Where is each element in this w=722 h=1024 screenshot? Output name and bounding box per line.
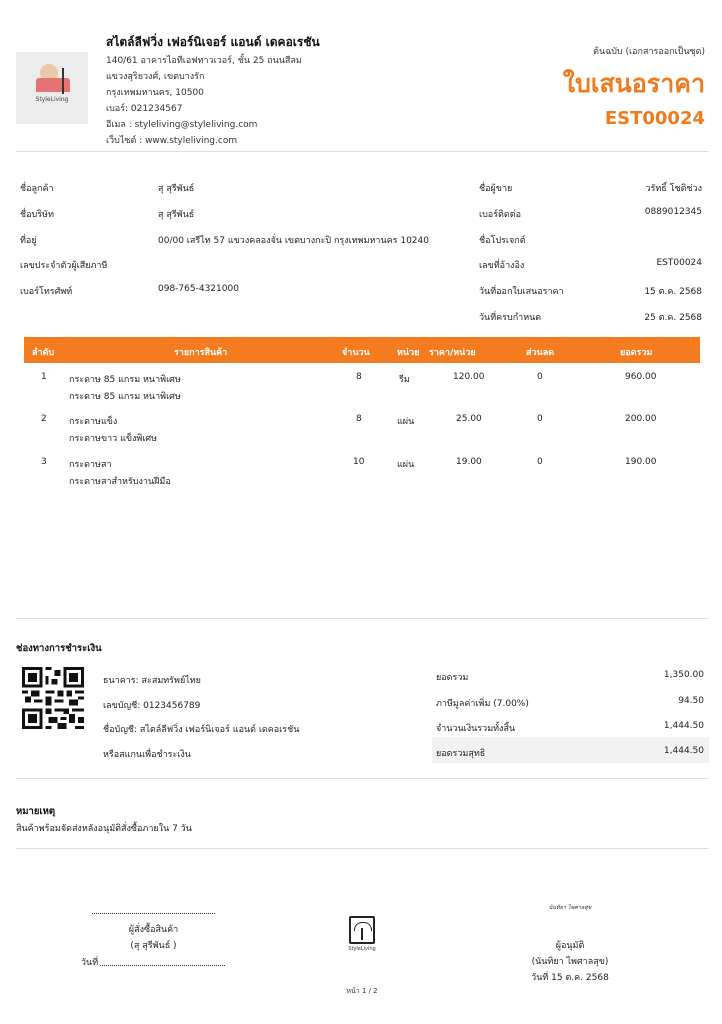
buyer-signature-line [92, 913, 215, 914]
row-total: 960.00 [625, 372, 657, 382]
row-item-name: กระดาษแข็ง [69, 417, 118, 427]
company-email: อีเมล : styleliving@styleliving.com [106, 120, 258, 130]
payment-account-name: ชื่อบัญชี: สไตล์ลีฟวิ่ง เฟอร์นิเจอร์ แอนด์ เดคอเรชัน [103, 725, 300, 735]
buyer-date-label: วันที่ [81, 958, 99, 968]
payment-bank: ธนาคาร: สะสมทรัพย์ไทย [103, 676, 201, 686]
customer-phone: 098-765-4321000 [158, 284, 239, 294]
row-item-desc: กระดาษขาว แข็งพิเศษ [69, 434, 158, 444]
buyer-date-line [100, 965, 225, 966]
row-discount: 0 [537, 372, 543, 382]
payment-account-no: เลขบัญชี: 0123456789 [103, 701, 201, 711]
divider [16, 848, 708, 849]
subtotal-label: ยอดรวม [436, 673, 469, 683]
logo-text: StyleLiving [35, 96, 69, 103]
row-no: 2 [41, 414, 47, 424]
items-table-header [24, 337, 700, 363]
company-name: สไตล์ลีฟวิ่ง เฟอร์นิเจอร์ แอนด์ เดคอเรชัน [106, 35, 320, 49]
divider [16, 778, 708, 779]
company-stamp [349, 916, 375, 944]
company-logo [16, 52, 88, 124]
vat-label: ภาษีมูลค่าเพิ่ม (7.00%) [436, 699, 529, 709]
issue-date: 15 ต.ค. 2568 [644, 287, 702, 297]
approver-date: วันที่ 15 ต.ค. 2568 [531, 973, 609, 983]
customer-address-label: ที่อยู่ [20, 236, 37, 246]
row-price: 25.00 [456, 414, 482, 424]
company-address-3: กรุงเทพมหานคร, 10500 [106, 88, 204, 98]
header-discount: ส่วนลด [526, 348, 555, 358]
row-qty: 10 [353, 457, 365, 467]
header-no: ลำดับ [32, 348, 55, 358]
buyer-name: (สุ สุรีพันธ์ ) [130, 941, 177, 951]
approver-name: (นันทิยา ไพศาลสุข) [531, 957, 609, 967]
row-unit: แผ่น [397, 460, 415, 470]
header-price: ราคา/หน่วย [429, 348, 476, 358]
row-item-name: กระดาษ 85 แกรม หนาพิเศษ [69, 375, 181, 385]
row-unit: รีม [399, 375, 410, 385]
divider [16, 151, 708, 152]
seller-name: วรัทธิ์ โชติช่วง [645, 184, 702, 194]
issue-date-label: วันที่ออกใบเสนอราคา [479, 287, 564, 297]
project-label: ชื่อโปรเจกต์ [479, 236, 526, 246]
subtotal-value: 1,350.00 [663, 670, 704, 680]
buyer-label: ผู้สั่งซื้อสินค้า [128, 925, 179, 935]
row-item-desc: กระดาษ 85 แกรม หนาพิเศษ [69, 392, 181, 402]
row-qty: 8 [356, 372, 362, 382]
row-total: 190.00 [625, 457, 657, 467]
row-item-desc: กระดาษสาสำหรับงานฝีมือ [69, 477, 171, 487]
company-address-1: 140/61 อาคารไอทีเอฟทาวเวอร์, ชั้น 25 ถนนสีลม [106, 56, 302, 66]
notes-text: สินค้าพร้อมจัดส่งหลังอนุมัติสั่งซื้อภายใน 7 วัน [16, 824, 192, 834]
header-qty: จำนวน [342, 348, 370, 358]
row-total: 200.00 [625, 414, 657, 424]
header-item: รายการสินค้า [174, 348, 228, 358]
reference-label: เลขที่อ้างอิง [479, 261, 525, 271]
row-unit: แผ่น [397, 417, 415, 427]
payment-qr-code [22, 667, 84, 729]
document-number: EST00024 [604, 108, 705, 129]
row-no: 1 [41, 372, 47, 382]
company-phone: เบอร์: 021234567 [106, 104, 183, 114]
seller-name-label: ชื่อผู้ขาย [479, 184, 513, 194]
customer-phone-label: เบอร์โทรศัพท์ [20, 287, 73, 297]
company-website: เว็บไซต์ : www.styleliving.com [106, 136, 238, 146]
header-unit: หน่วย [397, 348, 420, 358]
seller-contact-label: เบอร์ติดต่อ [479, 210, 521, 220]
row-price: 19.00 [456, 457, 482, 467]
document-title: ใบเสนอราคา [562, 69, 705, 98]
reference-number: EST00024 [656, 258, 702, 268]
notes-title: หมายเหตุ [16, 806, 56, 817]
customer-company-label: ชื่อบริษัท [20, 210, 54, 220]
grand-total-value: 1,444.50 [663, 721, 704, 731]
row-no: 3 [41, 457, 47, 467]
customer-name: สุ สุรีพันธ์ [158, 184, 195, 194]
header-total: ยอดรวม [620, 348, 653, 358]
payment-scan-note: หรือสแกนเพื่อชำระเงิน [103, 750, 191, 760]
due-date-label: วันที่ครบกำหนด [479, 313, 542, 323]
due-date: 25 ต.ค. 2568 [644, 313, 702, 323]
vat-value: 94.50 [678, 696, 704, 706]
net-total-value: 1,444.50 [663, 746, 704, 756]
seller-contact: 0889012345 [644, 207, 702, 217]
row-qty: 8 [356, 414, 362, 424]
customer-tax-label: เลขประจำตัวผู้เสียภาษี [20, 261, 108, 271]
row-price: 120.00 [453, 372, 485, 382]
row-item-name: กระดาษสา [69, 460, 112, 470]
grand-total-label: จำนวนเงินรวมทั้งสิ้น [436, 724, 516, 734]
net-total-label: ยอดรวมสุทธิ [436, 749, 486, 759]
approver-label: ผู้อนุมัติ [555, 941, 585, 951]
customer-address: 00/00 เสรีไท 57 แขวงคลองจั่น เขตบางกะปิ กรุงเทพมหานคร 10240 [158, 236, 429, 246]
approver-signature: นันทิยา ไพศาลสุข [548, 905, 592, 911]
customer-name-label: ชื่อลูกค้า [20, 184, 54, 194]
payment-title: ช่องทางการชำระเงิน [16, 643, 102, 654]
company-address-2: แขวงสุริยวงศ์, เขตบางรัก [106, 72, 205, 82]
page-number: หน้า 1 / 2 [346, 987, 378, 995]
row-discount: 0 [537, 414, 543, 424]
divider [16, 618, 708, 619]
copy-note: ต้นฉบับ (เอกสารออกเป็นชุด) [593, 47, 705, 57]
stamp-text: StyleLiving [348, 946, 376, 952]
row-discount: 0 [537, 457, 543, 467]
customer-company: สุ สุรีพันธ์ [158, 210, 195, 220]
